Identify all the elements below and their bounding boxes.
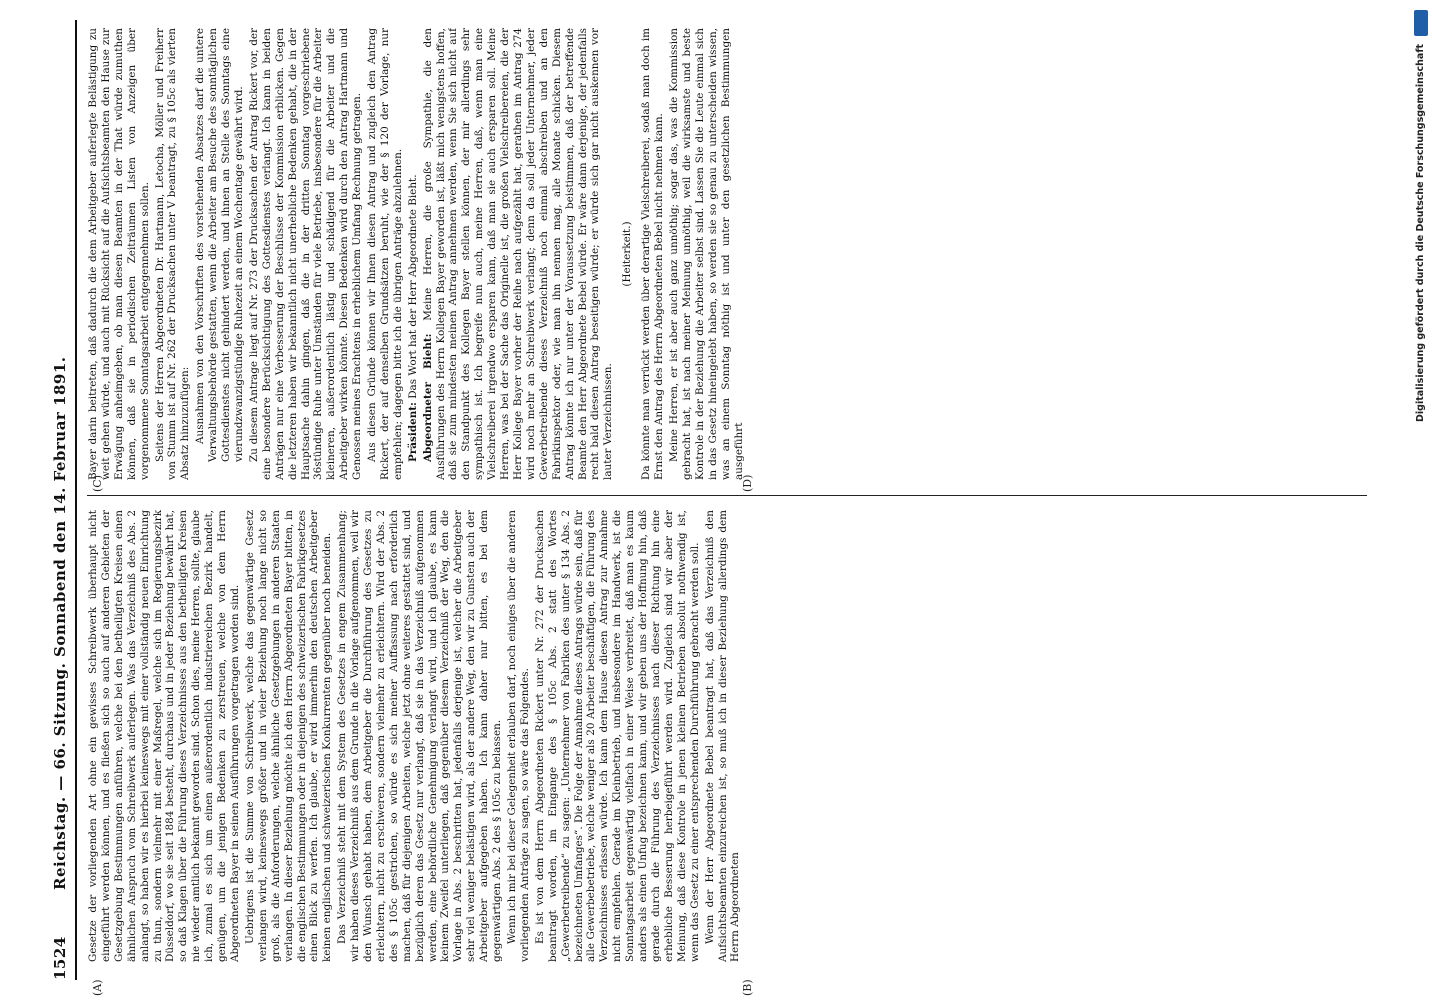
president-statement — [407, 28, 420, 480]
speech — [422, 28, 616, 480]
speech-text: Meine Herren, die große Sympathie, die den Ausführungen des Herrn Kollegen Bayer geworden ist, läßt mich wenigstens hoffen, daß sie zum mindesten meinen Antrag annehmen werden, wenn Sie sich nicht auf den Standpunkt des Kollegen Bayer stellen können, der mir allerdings sehr sympathisch ist. Ich begreife nun auch, meine Herren, daß, wenn man eine Vielschreiberei irgendwo ersparen kann, daß man sie auch ersparen soll. Meine Herren, was bei der Sache das Originelle ist, die großen Vielschreibereien, die der Herr Kollege Bayer vorher der Reihe nach aufgezählt hat, gerathen im Antrag 274 wird noch mehr an Schreibwerk verlangt; denn da soll jeder Unternehmer, jeder Gewerbetreibende dieses Verzeichniß noch einmal abschreiben und an den Fabrikinspektor oder, wie man ihn nennen mag, alle Monate schicken. Diesem Antrag könnte ich nur unter der Voraussetzung beistimmen, daß der betreffende Beamte den Herr Abgeordnete Bebel würde. Er wäre dann derjenige, der jedenfalls recht bald diesen Antrag beseitigen würde; er würde sich gar nicht auskennen vor lauter Verzeichnissen. — [421, 28, 615, 480]
paragraph: Aus diesen Gründe können wir Ihnen diesen Antrag und zugleich den Antrag Rickert, der auf denselben Grundsätzen beruht, wie der § 120 der Vorlage, nur empfehlen; dagegen bitte ich die übrigen Anträge abzulehnen. — [366, 28, 404, 480]
paragraph: Es ist von dem Herrn Abgeordneten Rickert unter Nr. 272 der Drucksachen beantragt worden, im Eingange des § 105c Abs. 2 statt des Wortes „Gewerbetreibende“ zu sagen: „Unternehmer von Fabriken des unter § 134 Abs. 2 bezeichneten Umfanges“. Die Folge der Annahme dieses Antrags würde sein, daß für alle Gewerbebetriebe, welche weniger als 20 Arbeiter beschäftigen, die Führung des Verzeichnisses erlassen würde. Ich kann dem Hause diesen Antrag zur Annahme nicht empfehlen. Gerade im Kleinbetrieb, und insbesondere im Handwerk, ist die Sonntagsarbeit gegenwärtig vielfach in einer Weise verbreitet, daß man es kaum anders als einen Unfug bezeichnen kann, und wir geben uns der Hoffnung hin, daß gerade durch die Führung des Verzeichnisses nach dieser Richtung hin eine erhebliche Besserung herbeigeführt werden wird. Zugleich sind wir aber der Meinung, daß diese Kontrole in jenen kleinen Betrieben absolut nothwendig ist, wenn das Gesetz zu einer entsprechenden Durchführung gebracht werden soll. — [533, 510, 701, 962]
left-column — [87, 510, 1377, 962]
paragraph: Das Verzeichniß steht mit dem System des Gesetzes in engem Zusammenhang; wir haben dieses Verzeichniß aus dem Grunde in die Vorlage aufgenommen, weil wir den Wunsch gehabt haben, dem Arbeitgeber die Durchführung des Gesetzes zu erleichtern, nicht zu erschweren, sondern vielmehr zu erleichtern. Wird der Abs. 2 des § 105c gestrichen, so würde es sich meiner Auffassung nach erforderlich machen, daß für diejenigen Arbeiten, welche jetzt ohne weiteres gestattet sind, und bezüglich deren das Gesetz nur verlangt, daß sie in das Verzeichniß aufgenommen werden, eine behördliche Genehmigung verlangt wird, und ich glaube, es kann keinem Zweifel unterliegen, daß gegenüber diesem Verzeichniß der Weg, den die Vorlage in Abs. 2 beschritten hat, jedenfalls derjenige ist, welcher die Arbeitgeber sehr viel weniger belästigen wird, als der andere Weg, den wir zu Gunsten auch der Arbeitgeber aufgegeben haben. Ich kann daher nur bitten, es bei dem gegenwärtigen Abs. 2 des § 105c zu belassen. — [336, 510, 504, 962]
page-number: 1524 — [51, 936, 69, 980]
paragraph: Seitens der Herren Abgeordneten Dr. Hartmann, Letocha, Möller und Freiherr von Stumm ist auf Nr. 262 der Drucksachen unter V beantragt, zu § 105c als vierten Absatz hinzuzufügen: — [153, 28, 192, 480]
quoted-amendment: Ausnahmen von den Vorschriften des vorstehenden Absatzes darf die untere Verwaltungsbehörde gestatten, wenn die Arbeiter am Besuche des sonntäglichen Gottesdienstes nicht gehindert werden, und ihnen an Stelle des Sonntags eine vierundzwanzigstündige Ruhezeit an einem Wochentage gewährt wird. — [194, 28, 245, 462]
margin-mark-d: (D) — [741, 474, 754, 492]
paragraph: Meine Herren, er ist aber auch ganz unnöthig; sogar das, was die Kommission gebracht hat, ist nach meiner Meinung unnöthig, weil die wirksamste und beste Kontrole in der Beziehung die Arbeiter selbst sind. Lassen Sie die Leute einmal sich in das Gesetz hineingelebt haben, so werden sie so genau zu unterscheiden wissen, was an einem Sonntag nöthig ist und unter den gesetzlichen Bestimmungen ausgeführt — [667, 28, 745, 480]
statement-text: Das Wort hat der Herr Abgeordnete Bieht. — [406, 174, 419, 399]
speaker-label: Präsident: — [406, 402, 419, 462]
laughter-note: (Heiterkeit.) — [621, 221, 634, 287]
margin-mark-c: (C) — [91, 475, 104, 492]
digitization-note: Digitalisierung gefördert durch die Deutsche Forschungsgemeinschaft — [1415, 44, 1426, 422]
paragraph: Da könnte man verrückt werden über derartige Vielschreiberei, sodaß man doch im Ernst den Antrag des Herrn Abgeordneten Bebel nicht nehmen kann. — [640, 28, 666, 480]
paragraph: Wenn der Herr Abgeordnete Bebel beantragt hat, daß das Verzeichniß den Aufsichtsbeamten einzureichen ist, so muß ich in dieser Beziehung allerdings dem Herrn Abgeordneten — [703, 510, 742, 962]
paragraph: Uebrigens ist die Summe von Schreibwerk, welche das gegenwärtige Gesetz verlangen wird, keineswegs größer und in vieler Beziehung noch lange nicht so groß, als die Anforderungen, welche ähnliche Gesetzgebungen in anderen Staaten verlangen. In dieser Beziehung möchte ich den Herrn Abgeordneten Bayer bitten, in die englischen Bestimmungen oder in diejenigen des schweizerischen Fabrikgesetzes einen Blick zu werfen. Ich glaube, er wird immerhin den deutschen Arbeitgeber keinen englischen und schweizerischen Konkurrenten gegenüber noch beneiden. — [243, 510, 334, 962]
page-header — [51, 20, 75, 980]
dfg-logo-icon — [1414, 10, 1428, 36]
margin-mark-a: (A) — [91, 979, 104, 996]
paragraph: Wenn ich mir bei dieser Gelegenheit erlauben darf, noch einiges über die anderen vorliegenden Anträge zu sagen, so wäre das Folgendes. — [506, 510, 531, 962]
paragraph: Gesetze der vorliegenden Art ohne ein gewisses Schreibwerk überhaupt nicht eingeführt werden können, und es fließen sich so auch auf anderen Gebieten der Gesetzgebung Bestimmungen anführen, welche bei den betheiligten Kreisen einen ähnlichen Anspruch vom Schreibwerk auferlegen. Was das Verzeichniß des Abs. 2 anlangt, so haben wir es hierbei keineswegs mit einer vollständig neuen Einrichtung zu thun, sondern vielmehr mit einer Maßregel, welche sich im Regierungsbezirk Düsseldorf, wo sie seit 1884 besteht, durchaus und in jeder Beziehung bewährt hat, so daß Klagen über die Führung dieses Verzeichnisses aus den betheiligten Kreisen nie wieder amtlich bekannt geworden sind. Schon dies, meine Herren, sollte, glaube ich, zumal es sich um einen außerordentlich industriereichen Bezirk handelt, genügen, um die jenigen Bedenken zu zerstreuen, welche von dem Herrn Abgeordneten Bayer in seinen Ausführungen vorgetragen worden sind. — [87, 510, 241, 962]
rotated-page-content — [51, 20, 1381, 996]
margin-mark-b: (B) — [741, 979, 754, 996]
header-rule — [75, 20, 77, 980]
paragraph: Bayer darin beitreten, daß dadurch die dem Arbeitgeber auferlegte Belästigung zu weit gehen würde, und auch mit Rücksicht auf die Aufsichtsbeamten den Hause zur Erwägung anheimgeben, ob man diesen Beamten in der That würde zumuthen können, daß sie in periodischen Zeiträumen Listen von Anzeigen über vorgenommene Sonntagsarbeit entgegennehmen sollen. — [87, 28, 151, 480]
paragraph: Zu diesem Antrage liegt auf Nr. 273 der Drucksachen der Antrag Rickert vor, der eine besondere Berücksichtigung des Gottesdienstes verlangt. Ich kann in beiden Anträgen nur eine Verbesserung der Beschlüsse der Kommission erblicken. Gegen die letzteren haben wir bekanntlich nicht unerhebliche Bedenken gehabt, die in der Hauptsache dahin gingen, daß die in der dritten Sonntag vorgeschriebene 36stündige Ruhe unter Umständen für viele Betriebe, insbesondere für die Arbeiter kleineren, außerordentlich lästig und schädigend für die Arbeiter und die Arbeitgeber wirken könnte. Diesen Bedenken wird durch den Antrag Hartmann und Genossen meines Erachtens in erheblichem Umfang Rechnung getragen. — [247, 28, 364, 480]
right-column — [87, 28, 1377, 480]
text-columns — [87, 20, 1377, 980]
page-title: Reichstag. — 66. Sitzung. Sonnabend den 14. Februar 1891. — [51, 356, 69, 890]
speaker-label: Abgeordneter Bieht: — [421, 333, 434, 462]
